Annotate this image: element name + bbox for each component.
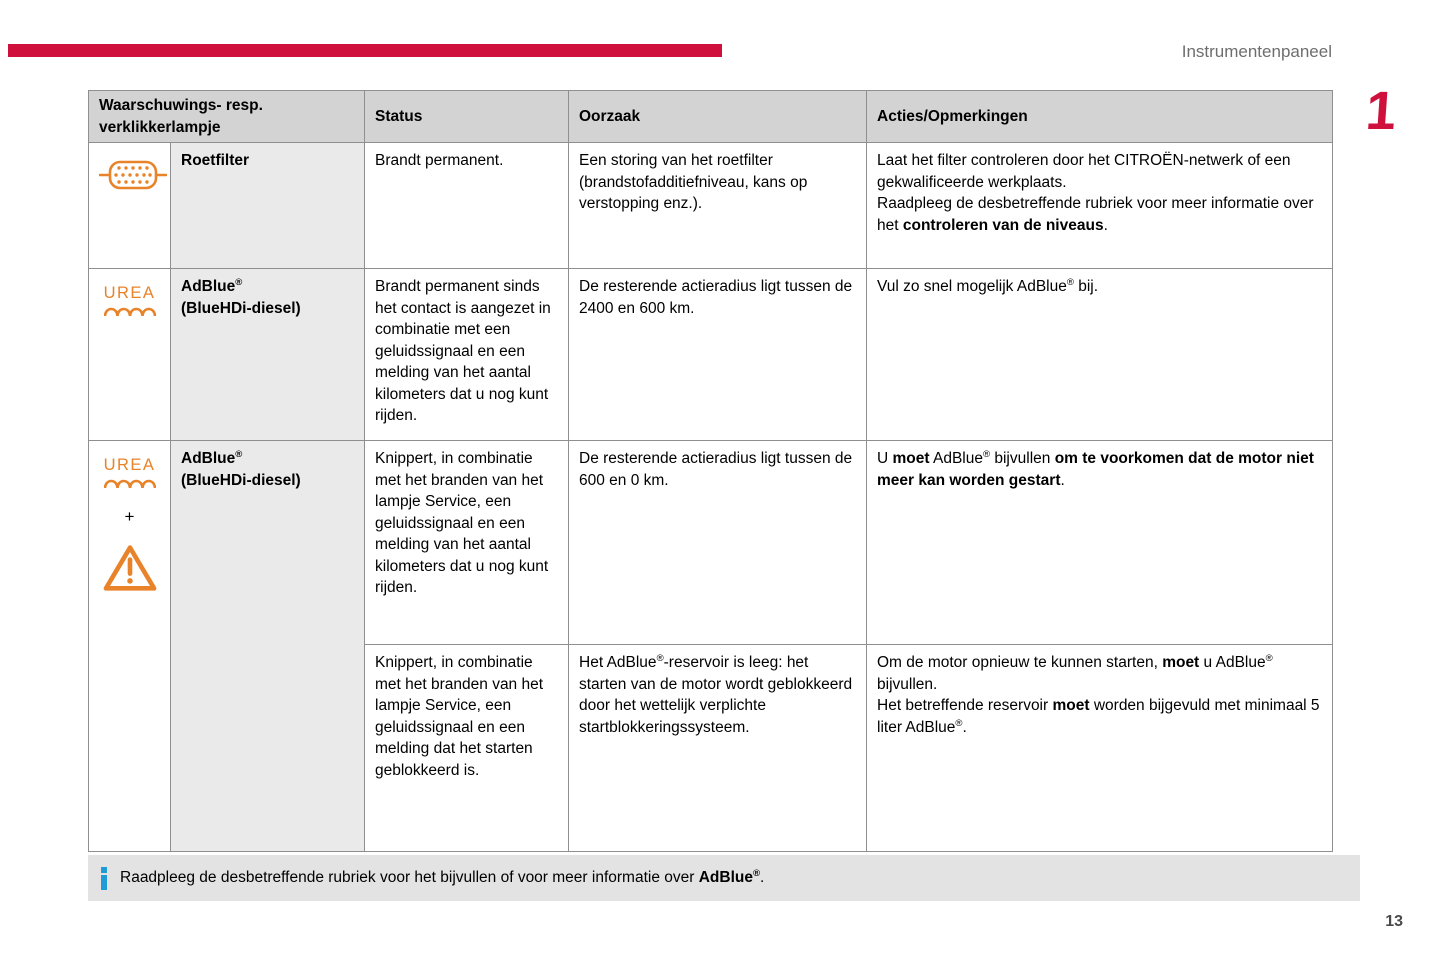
status-cell: Knippert, in combinatie met het branden van het lampje Service, een geluidssignaal en een melding van het aantal kilometers dat u nog kunt rijden. <box>365 441 569 645</box>
warning-lights-table <box>88 90 1333 852</box>
particle-filter-icon-cell <box>89 143 171 269</box>
oorzaak-cell: Het AdBlue®-reservoir is leeg: het starten van de motor wordt geblokkeerd door het wettelijk verplichte startblokkeringssysteem. <box>569 645 867 852</box>
warning-triangle-icon <box>102 543 158 593</box>
info-text: Raadpleeg de desbetreffende rubriek voor het bijvullen of voor meer informatie over AdBlue®. <box>120 867 765 886</box>
status-cell: Brandt permanent. <box>365 143 569 269</box>
chapter-number: 1 <box>1363 81 1399 141</box>
lamp-name: Roetfilter <box>171 143 365 269</box>
plus-sign: + <box>124 506 135 526</box>
top-red-rule <box>8 44 722 57</box>
table-header-row <box>89 91 1333 143</box>
urea-icon <box>104 455 156 490</box>
particle-filter-icon <box>99 155 167 195</box>
header-status: Status <box>365 91 569 143</box>
oorzaak-cell: Een storing van het roetfilter (brandstofadditiefniveau, kans op verstopping enz.). <box>569 143 867 269</box>
lamp-name: AdBlue® (BlueHDi-diesel) <box>171 269 365 441</box>
info-icon <box>101 867 107 890</box>
oorzaak-cell: De resterende actieradius ligt tussen de 2400 en 600 km. <box>569 269 867 441</box>
page-number: 13 <box>1385 913 1403 930</box>
status-cell: Brandt permanent sinds het contact is aangezet in combinatie met een geluidssignaal en een melding van het aantal kilometers dat u nog kunt rijden. <box>365 269 569 441</box>
urea-wave-icon <box>104 306 156 318</box>
acties-cell: Vul zo snel mogelijk AdBlue® bij. <box>867 269 1333 441</box>
info-bar <box>88 855 1360 901</box>
status-cell: Knippert, in combinatie met het branden van het lampje Service, een geluidssignaal en een melding dat het starten geblokkeerd is. <box>365 645 569 852</box>
header-acties: Acties/Opmerkingen <box>867 91 1333 143</box>
acties-cell: Om de motor opnieuw te kunnen starten, moet u AdBlue® bijvullen. Het betreffende reservoir moet worden bijgevuld met minimaal 5 liter AdBlue®. <box>867 645 1333 852</box>
oorzaak-cell: De resterende actieradius ligt tussen de 600 en 0 km. <box>569 441 867 645</box>
urea-label: UREA <box>103 284 156 302</box>
table-row-roetfilter <box>89 143 1333 269</box>
urea-wave-icon <box>104 478 156 490</box>
lamp-name: AdBlue® (BlueHDi-diesel) <box>171 441 365 852</box>
acties-cell: Laat het filter controleren door het CITROËN-netwerk of een gekwalificeerde werkplaats. Raadpleeg de desbetreffende rubriek voor meer informatie over het controleren van de niveaus. <box>867 143 1333 269</box>
page-header-title: Instrumentenpaneel <box>1181 42 1332 61</box>
urea-icon-cell <box>89 269 171 441</box>
urea-icon <box>104 283 156 318</box>
urea-plus-warning-icon-cell <box>89 441 171 852</box>
acties-cell: U moet AdBlue® bijvullen om te voorkomen dat de motor niet meer kan worden gestart. <box>867 441 1333 645</box>
header-oorzaak: Oorzaak <box>569 91 867 143</box>
table-row-adblue-blink <box>89 441 1333 645</box>
table-row-adblue-permanent <box>89 269 1333 441</box>
urea-label: UREA <box>103 456 156 474</box>
header-warning-lamp: Waarschuwings- resp. verklikkerlampje <box>89 91 365 143</box>
